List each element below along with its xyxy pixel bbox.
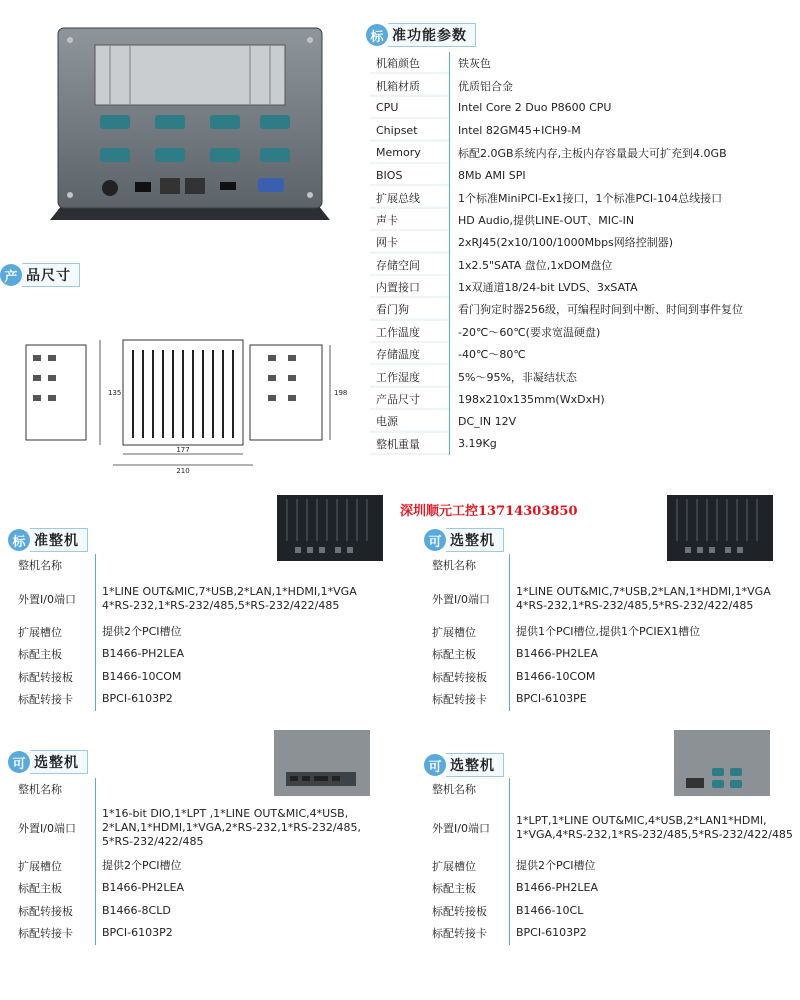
spec-value: -40℃～80℃ <box>458 348 526 362</box>
product-photo <box>40 20 340 225</box>
dim-label-198: 198 <box>334 389 348 397</box>
card-key: 扩展槽位 <box>14 621 96 644</box>
card-row <box>14 900 384 923</box>
spec-value: DC_IN 12V <box>458 414 517 428</box>
card-value: 提供2个PCI槽位 <box>102 858 182 872</box>
spec-value: 198x210x135mm(WxDxH) <box>458 392 605 406</box>
card-4-badge: 可 <box>424 754 446 776</box>
spec-row <box>370 52 790 74</box>
card-key: 整机名称 <box>14 554 96 577</box>
card-value: B1466-10CL <box>516 903 584 917</box>
spec-row <box>370 209 790 231</box>
dim-label-210: 210 <box>176 467 190 475</box>
spec-key: 内置接口 <box>370 276 450 298</box>
spec-value: 1个标准MiniPCI-Ex1接口，1个标准PCI-104总线接口 <box>458 191 723 205</box>
spec-value: 看门狗定时器256级，可编程时间到中断、时间到事件复位 <box>458 303 743 317</box>
card-row <box>428 621 798 644</box>
spec-title: 准功能参数 <box>388 23 476 47</box>
card-key: 标配转接板 <box>428 666 510 689</box>
card-row <box>428 877 798 900</box>
card-value: 1*LINE OUT&MIC,7*USB,2*LAN,1*HDMI,1*VGA 4*RS-232,1*RS-232/485,5*RS-232/422/485 <box>102 584 357 612</box>
spec-value: Intel Core 2 Duo P8600 CPU <box>458 101 612 115</box>
card-key: 标配转接板 <box>428 900 510 923</box>
card-row <box>428 666 798 689</box>
card-value: 提供2个PCI槽位 <box>516 858 596 872</box>
card-row <box>428 922 798 945</box>
spec-key: 声卡 <box>370 209 450 231</box>
card-key: 标配转接卡 <box>428 688 510 711</box>
card-value: B1466-10COM <box>516 669 596 683</box>
card-row <box>428 688 798 711</box>
spec-key: 机箱材质 <box>370 74 450 96</box>
spec-value: 2xRJ45(2x10/100/1000Mbps网络控制器) <box>458 236 674 250</box>
card-row <box>428 643 798 666</box>
spec-row <box>370 276 790 298</box>
spec-row <box>370 298 790 320</box>
card-1-table <box>14 554 384 711</box>
card-key: 标配主板 <box>428 877 510 900</box>
card-value: B1466-PH2LEA <box>516 881 599 895</box>
spec-key: CPU <box>370 97 450 119</box>
spec-key: 产品尺寸 <box>370 388 450 410</box>
card-row <box>14 877 384 900</box>
spec-key: 电源 <box>370 410 450 432</box>
card-value: BPCI-6103PE <box>516 692 587 706</box>
spec-row <box>370 97 790 119</box>
spec-row <box>370 142 790 164</box>
card-3-table <box>14 778 384 945</box>
spec-value: 优质铝合金 <box>458 79 513 93</box>
card-key: 整机名称 <box>428 778 510 801</box>
spec-row <box>370 388 790 410</box>
spec-section-header <box>366 22 476 48</box>
card-row <box>14 554 384 577</box>
spec-value: 8Mb AMI SPI <box>458 168 526 182</box>
spec-key: BIOS <box>370 164 450 186</box>
card-row <box>428 801 798 855</box>
card-value: BPCI-6103P2 <box>516 926 587 940</box>
card-4-title: 选整机 <box>446 753 504 777</box>
spec-key: Chipset <box>370 119 450 141</box>
card-key: 整机名称 <box>428 554 510 577</box>
spec-key: 扩展总线 <box>370 186 450 208</box>
card-2-header <box>424 527 504 553</box>
spec-key: 看门狗 <box>370 298 450 320</box>
spec-row <box>370 321 790 343</box>
spec-value: -20℃～60℃(要求宽温硬盘) <box>458 325 601 339</box>
spec-row <box>370 164 790 186</box>
contact-watermark: 深圳顺元工控13714303850 <box>400 504 578 519</box>
spec-value: 1x2.5"SATA 盘位,1xDOM盘位 <box>458 258 613 272</box>
card-row <box>14 855 384 878</box>
card-3-header <box>8 749 88 775</box>
card-key: 外置I/0端口 <box>428 801 510 855</box>
card-key: 标配转接卡 <box>14 688 96 711</box>
card-3-badge: 可 <box>8 751 30 773</box>
size-title: 品尺寸 <box>22 263 80 287</box>
card-4-header <box>424 752 504 778</box>
card-value: 1*16-bit DIO,1*LPT ,1*LINE OUT&MIC,4*USB, 2*LAN,1*HDMI,1*VGA,2*RS-232,1*RS-232/485, 5*RS-232/422/485 <box>102 806 362 848</box>
spec-value: Intel 82GM45+ICH9-M <box>458 123 581 137</box>
card-row <box>14 577 384 621</box>
card-key: 外置I/0端口 <box>428 577 510 621</box>
card-row <box>14 643 384 666</box>
card-value: 提供2个PCI槽位 <box>102 624 182 638</box>
card-value: 提供1个PCI槽位,提供1个PCIEX1槽位 <box>516 624 701 638</box>
card-4-table <box>428 778 798 945</box>
card-value: 1*LPT,1*LINE OUT&MIC,4*USB,2*LAN1*HDMI, 1*VGA,4*RS-232,1*RS-232/485,5*RS-232/422/485 <box>516 813 793 841</box>
spec-key: Memory <box>370 142 450 164</box>
card-1-badge: 标 <box>8 529 30 551</box>
card-row <box>428 900 798 923</box>
card-key: 标配转接卡 <box>14 922 96 945</box>
spec-key: 存储空间 <box>370 254 450 276</box>
spec-row <box>370 74 790 96</box>
card-row <box>428 778 798 801</box>
card-key: 标配转接卡 <box>428 922 510 945</box>
dimension-drawing <box>18 330 358 475</box>
card-key: 标配转接板 <box>14 666 96 689</box>
card-key: 外置I/0端口 <box>14 577 96 621</box>
card-3-title: 选整机 <box>30 750 88 774</box>
card-1-header <box>8 527 88 553</box>
card-value: BPCI-6103P2 <box>102 926 173 940</box>
spec-key: 网卡 <box>370 231 450 253</box>
card-2-title: 选整机 <box>446 528 504 552</box>
size-section-header <box>0 262 80 288</box>
spec-key: 工作温度 <box>370 321 450 343</box>
card-key: 扩展槽位 <box>428 855 510 878</box>
card-row <box>428 554 798 577</box>
card-2-badge: 可 <box>424 529 446 551</box>
card-row <box>428 855 798 878</box>
card-1-photo <box>275 493 385 563</box>
card-value: B1466-10COM <box>102 669 182 683</box>
card-row <box>14 688 384 711</box>
spec-row <box>370 254 790 276</box>
spec-row <box>370 433 790 455</box>
spec-row <box>370 343 790 365</box>
card-1-title: 准整机 <box>30 528 88 552</box>
spec-row <box>370 119 790 141</box>
spec-key: 存储温度 <box>370 343 450 365</box>
spec-key: 整机重量 <box>370 433 450 455</box>
card-row <box>428 577 798 621</box>
card-key: 标配主板 <box>14 877 96 900</box>
spec-row <box>370 410 790 432</box>
card-2-table <box>428 554 798 711</box>
spec-table <box>370 52 790 455</box>
spec-value: 5%～95%，非凝结状态 <box>458 370 577 384</box>
spec-key: 工作湿度 <box>370 365 450 387</box>
spec-badge: 标 <box>366 24 388 46</box>
size-badge: 产 <box>0 264 22 286</box>
dim-label-135: 135 <box>108 389 122 397</box>
card-key: 整机名称 <box>14 778 96 801</box>
spec-value: 3.19Kg <box>458 437 497 451</box>
card-value: B1466-8CLD <box>102 903 171 917</box>
spec-row <box>370 365 790 387</box>
card-key: 标配转接板 <box>14 900 96 923</box>
card-row <box>14 922 384 945</box>
card-key: 扩展槽位 <box>14 855 96 878</box>
card-value: B1466-PH2LEA <box>102 881 185 895</box>
card-2-photo <box>665 493 775 563</box>
card-key: 外置I/0端口 <box>14 801 96 855</box>
spec-key: 机箱颜色 <box>370 52 450 74</box>
card-value: B1466-PH2LEA <box>516 647 599 661</box>
spec-value: 1x双通道18/24-bit LVDS、3xSATA <box>458 281 638 295</box>
card-key: 扩展槽位 <box>428 621 510 644</box>
spec-value: 铁灰色 <box>458 57 491 71</box>
spec-row <box>370 186 790 208</box>
spec-value: HD Audio,提供LINE-OUT、MIC-IN <box>458 213 635 227</box>
card-value: BPCI-6103P2 <box>102 692 173 706</box>
card-key: 标配主板 <box>14 643 96 666</box>
card-value: B1466-PH2LEA <box>102 647 185 661</box>
card-row <box>14 666 384 689</box>
card-row <box>14 801 384 855</box>
card-key: 标配主板 <box>428 643 510 666</box>
card-row <box>14 778 384 801</box>
spec-row <box>370 231 790 253</box>
dim-label-177: 177 <box>176 446 190 454</box>
card-row <box>14 621 384 644</box>
card-value: 1*LINE OUT&MIC,7*USB,2*LAN,1*HDMI,1*VGA 4*RS-232,1*RS-232/485,5*RS-232/422/485 <box>516 584 771 612</box>
spec-value: 标配2.0GB系统内存,主板内存容量最大可扩充到4.0GB <box>458 146 727 160</box>
